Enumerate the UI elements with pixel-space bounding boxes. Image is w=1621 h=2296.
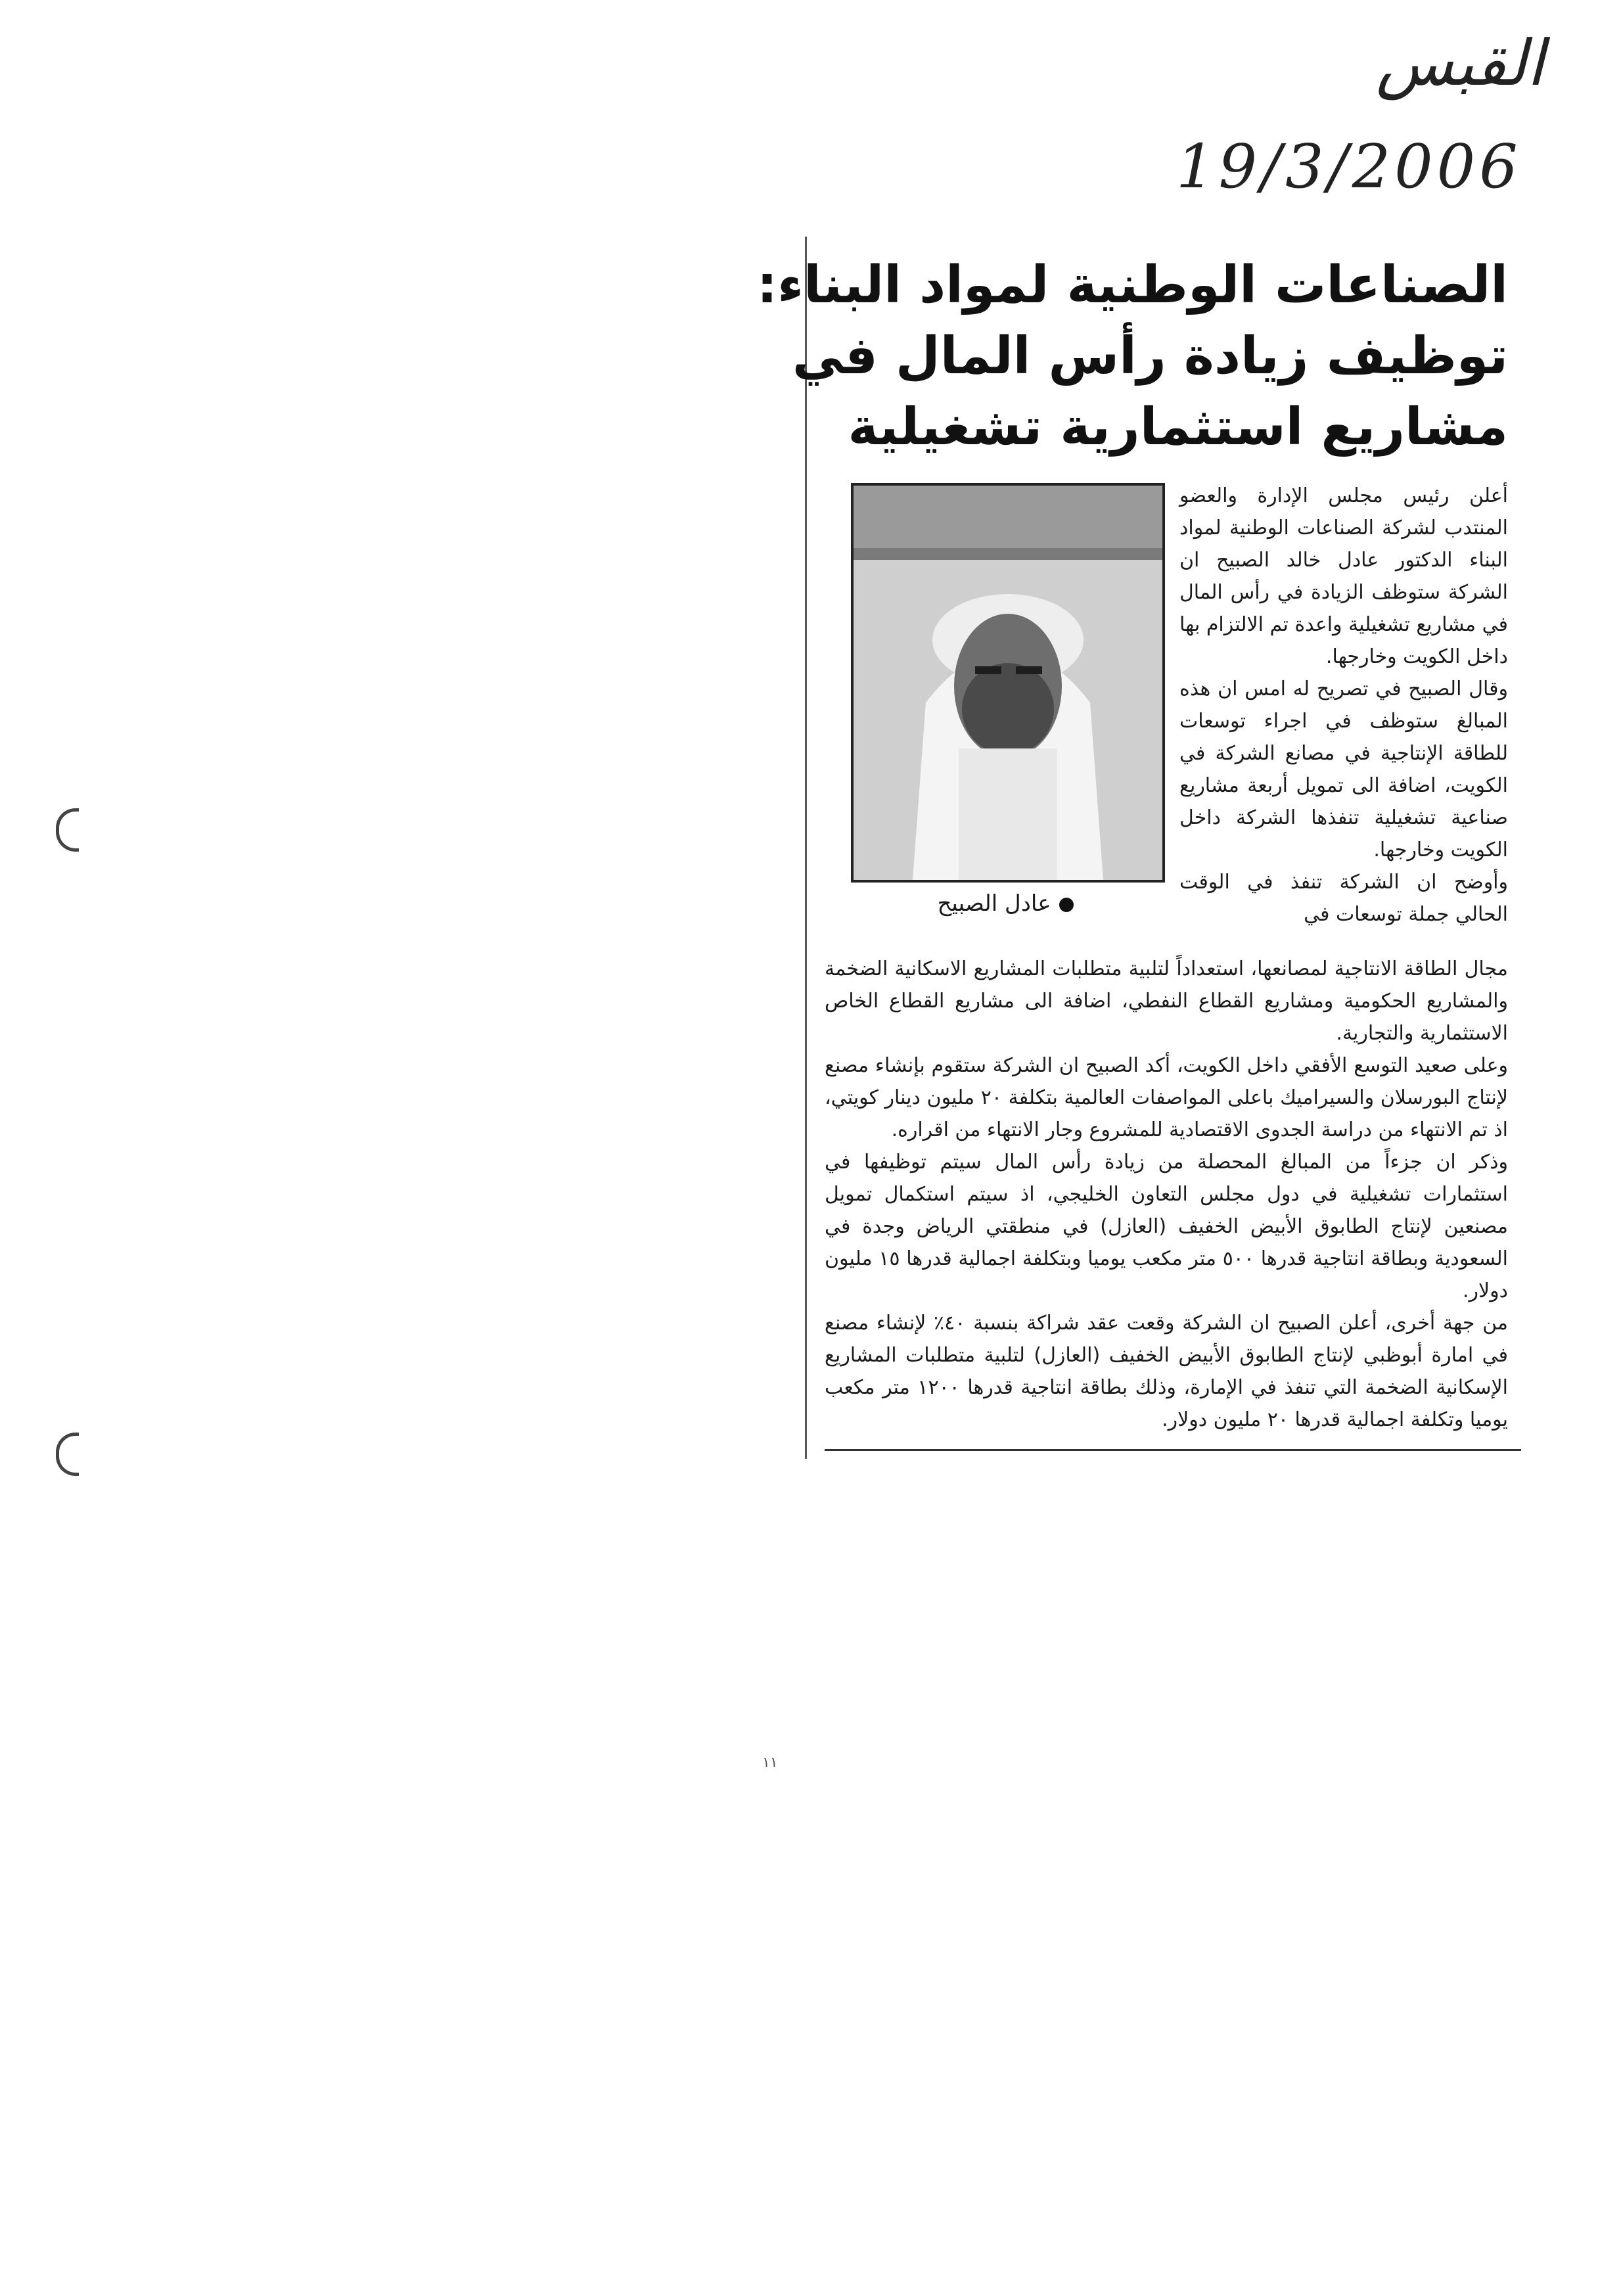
paragraph: وذكر ان جزءاً من المبالغ المحصلة من زيادة رأس المال سيتم توظيفها في استثمارات تشغيلية في دول مجلس التعاون الخليجي، اذ سيتم استكمال تمويل مصنعين لإنتاج الطابوق الأبيض الخفيف (العازل) في منطقتي الرياض وجدة في السعودية وبطاقة انتاجية قدرها ٥٠٠ متر مكعب يوميا وبتكلفة اجمالية قدرها ١٥ مليون دولار. [825, 1151, 1508, 1302]
handwritten-masthead: القبس [1376, 26, 1544, 100]
clipping-edge [805, 237, 807, 1459]
article-column-right [1179, 480, 1508, 930]
article-headline [756, 250, 1508, 463]
bullet-icon [1059, 898, 1074, 912]
headline-line-1: الصناعات الوطنية لمواد البناء: [756, 256, 1508, 315]
paragraph: مجال الطاقة الانتاجية لمصانعها، استعداداً لتلبية متطلبات المشاريع الاسكانية الضخمة والمشاريع الحكومية ومشاريع القطاع النفطي، اضافة الى مشاريع القطاع الخاص الاستثمارية والتجارية. [825, 957, 1508, 1045]
portrait-image [854, 486, 1162, 880]
page-mark: ١١ [762, 1755, 778, 1771]
paragraph: من جهة أخرى، أعلن الصبيح ان الشركة وقعت عقد شراكة بنسبة ٤٠٪ لإنشاء مصنع في امارة أبوظبي لإنتاج الطابوق الأبيض الخفيف (العازل) لتلبية متطلبات المشاريع الإسكانية الضخمة التي تنفذ في الإمارة، وذلك بطاقة انتاجية قدرها ١٢٠٠ متر مكعب يوميا وتكلفة اجمالية قدرها ٢٠ مليون دولار. [825, 1312, 1508, 1431]
clipping-bottom-rule [825, 1449, 1521, 1451]
paragraph: أعلن رئيس مجلس الإدارة والعضو المنتدب لشركة الصناعات الوطنية لمواد البناء الدكتور عادل خالد الصبيح ان الشركة ستوظف الزيادة في رأس المال في مشاريع تشغيلية واعدة تم الالتزام بها داخل الكويت وخارجها. [1179, 484, 1508, 668]
handwritten-date: 19/3/2006 [1176, 131, 1522, 202]
photo-caption [851, 887, 1160, 920]
binder-hole [56, 808, 79, 852]
paragraph: وأوضح ان الشركة تنفذ في الوقت الحالي جملة توسعات في [1179, 871, 1508, 926]
headline-line-3: مشاريع استثمارية تشغيلية [848, 398, 1508, 457]
binder-hole [56, 1433, 79, 1476]
newspaper-clipping [756, 237, 1521, 1465]
photo-caption-text: عادل الصبيح [937, 890, 1051, 917]
headline-line-2: توظيف زيادة رأس المال في [792, 327, 1508, 386]
portrait-photo [851, 483, 1165, 883]
paragraph: وقال الصبيح في تصريح له امس ان هذه المبالغ ستوظف في اجراء توسعات للطاقة الإنتاجية في مصانع الشركة في الكويت، اضافة الى تمويل أربعة مشاريع صناعية تشغيلية تنفذها الشركة داخل الكويت وخارجها. [1179, 677, 1508, 861]
article-body-full-width [825, 953, 1508, 1436]
paragraph: وعلى صعيد التوسع الأفقي داخل الكويت، أكد الصبيح ان الشركة ستقوم بإنشاء مصنع لإنتاج البورسلان والسيراميك باعلى المواصفات العالمية بتكلفة ٢٠ مليون دينار كويتي، اذ تم الانتهاء من دراسة الجدوى الاقتصادية للمشروع وجار الانتهاء من اقراره. [825, 1054, 1509, 1141]
